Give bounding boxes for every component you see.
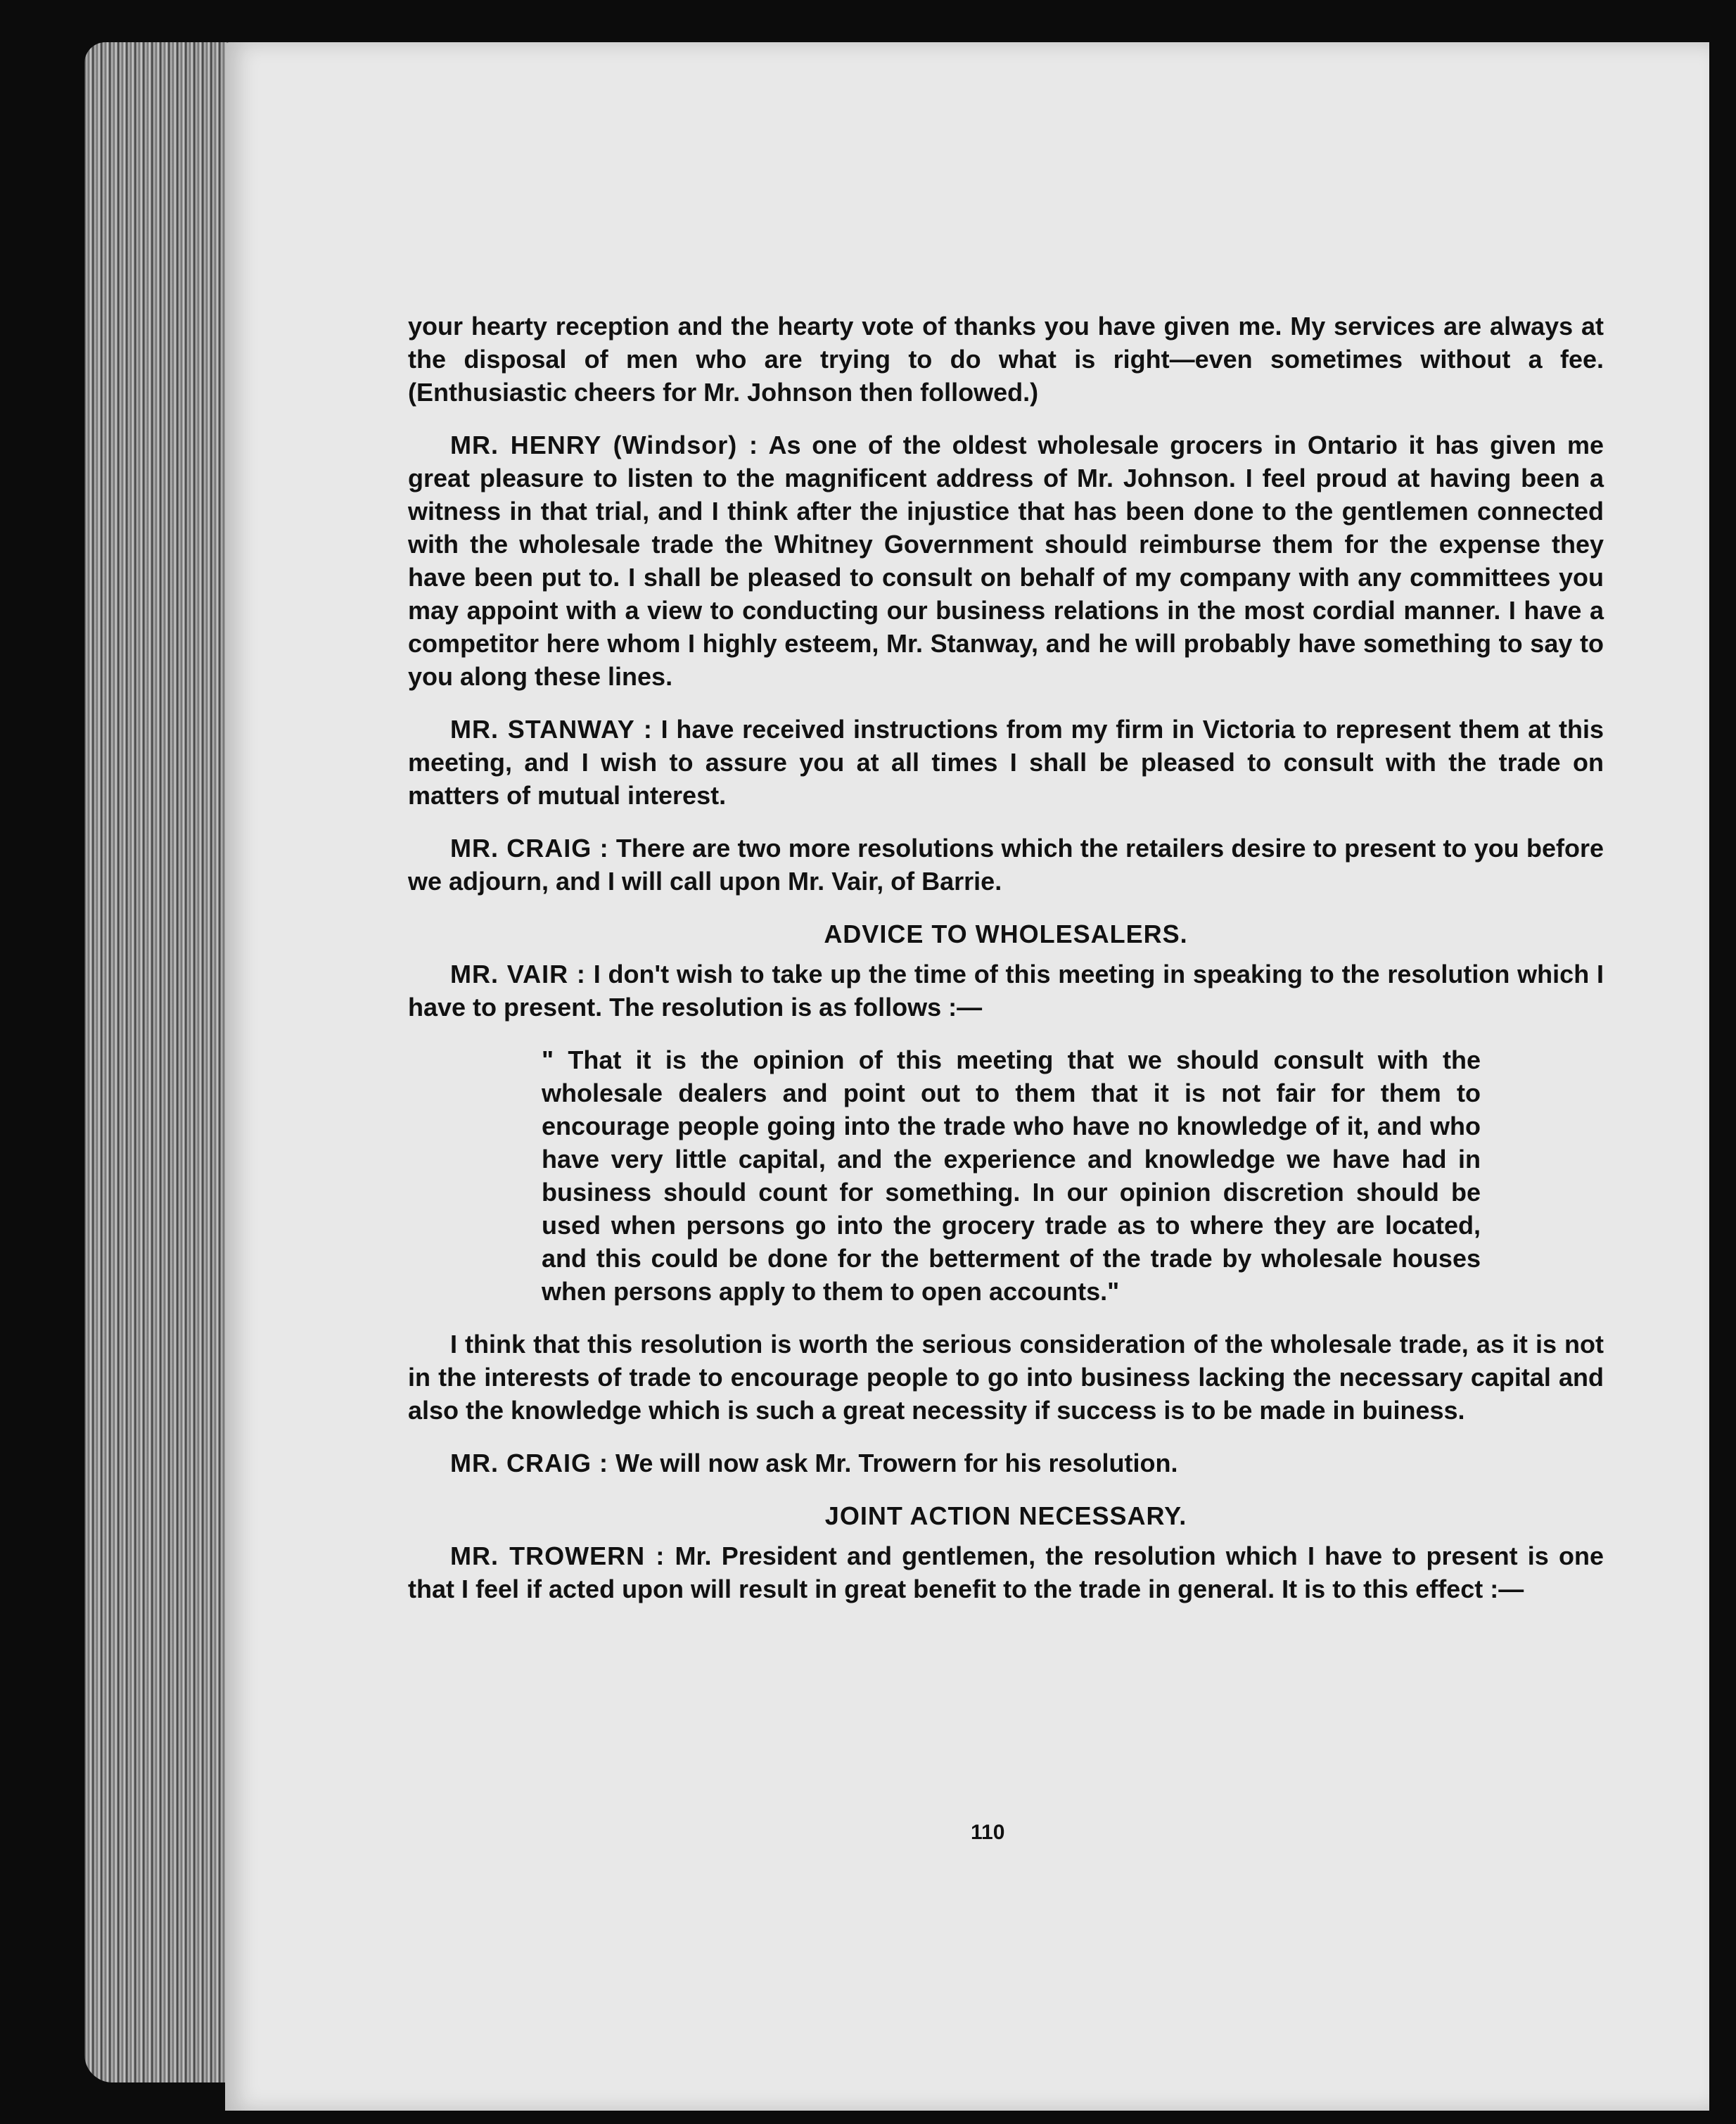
speech-craig-1: There are two more resolutions which the retailers desire to present to you before we adjourn, and I will call upon Mr. Vair, of Barrie.: [408, 834, 1604, 896]
paragraph-vair: [408, 958, 1604, 1024]
speaker-trowern: MR. TROWERN :: [450, 1541, 665, 1570]
speech-stanway: I have received instructions from my firm in Victoria to represent them at this meeting, and I wish to assure you at all times I shall be pleased to consult with the trade on matters of mutual interest.: [408, 715, 1604, 810]
paragraph-craig-2: [408, 1446, 1604, 1480]
page-text: [408, 310, 1604, 1625]
speech-craig-2: We will now ask Mr. Trowern for his resolution.: [615, 1449, 1178, 1477]
speaker-craig-2: MR. CRAIG :: [450, 1449, 608, 1477]
paragraph-vair-comment: I think that this resolution is worth the serious consideration of the wholesale trade, as it is not in the interests of trade to encourage people to go into business lacking the necessary capital and also the knowledge which is such a great necessity if success is to be made in buiness.: [408, 1330, 1604, 1425]
speaker-vair: MR. VAIR :: [450, 960, 586, 988]
speech-henry: As one of the oldest wholesale grocers in Ontario it has given me great pleasure to listen to the magnificent address of Mr. Johnson. I feel proud at having been a witness in that trial, and I think after the injustice that has been done to the gentlemen connected with the wholesale trade the Whitney Government should reimburse them for the expense they have been put to. I shall be pleased to consult on behalf of my company with any committees you may appoint with a view to conducting our business relations in the most cordial manner. I have a competitor here whom I highly esteem, Mr. Stanway, and he will probably have something to say to you along these lines.: [408, 431, 1604, 691]
resolution-quote: " That it is the opinion of this meeting that we should consult with the wholesale dealers and point out to them that it is not fair for them to encourage people going into the trade who have no knowledge of it, and who have very little capital, and the experience and knowledge we have had in business should count for something. In our opinion discretion should be used when persons go into the grocery trade as to where they are located, and this could be done for the betterment of the trade by wholesale houses when persons apply to them to open accounts.": [542, 1045, 1481, 1306]
section-heading-advice: ADVICE TO WHOLESALERS.: [824, 920, 1188, 948]
paragraph-trowern: [408, 1539, 1604, 1605]
speaker-henry: MR. HENRY (Windsor) :: [450, 431, 758, 459]
page-number: 110: [971, 1821, 1005, 1844]
speech-trowern: Mr. President and gentlemen, the resolution which I have to present is one that I feel if acted upon will result in great benefit to the trade in general. It is to this effect :—: [408, 1541, 1604, 1603]
section-heading-joint-action: JOINT ACTION NECESSARY.: [824, 1501, 1187, 1530]
speaker-craig-1: MR. CRAIG :: [450, 834, 609, 863]
speaker-stanway: MR. STANWAY :: [450, 715, 653, 744]
paragraph-stanway: [408, 713, 1604, 812]
paragraph-henry: [408, 428, 1604, 693]
book-page-edges: [84, 42, 246, 2082]
speech-vair: I don't wish to take up the time of this meeting in speaking to the resolution which I have to present. The resolution is as follows :—: [408, 960, 1604, 1022]
paragraph-closing-thanks: your hearty reception and the hearty vote of thanks you have given me. My services are always at the disposal of men who are trying to do what is right—even sometimes without a fee. (Enthusiastic cheers for Mr. Johnson then followed.): [408, 312, 1604, 407]
paragraph-craig-1: [408, 832, 1604, 898]
